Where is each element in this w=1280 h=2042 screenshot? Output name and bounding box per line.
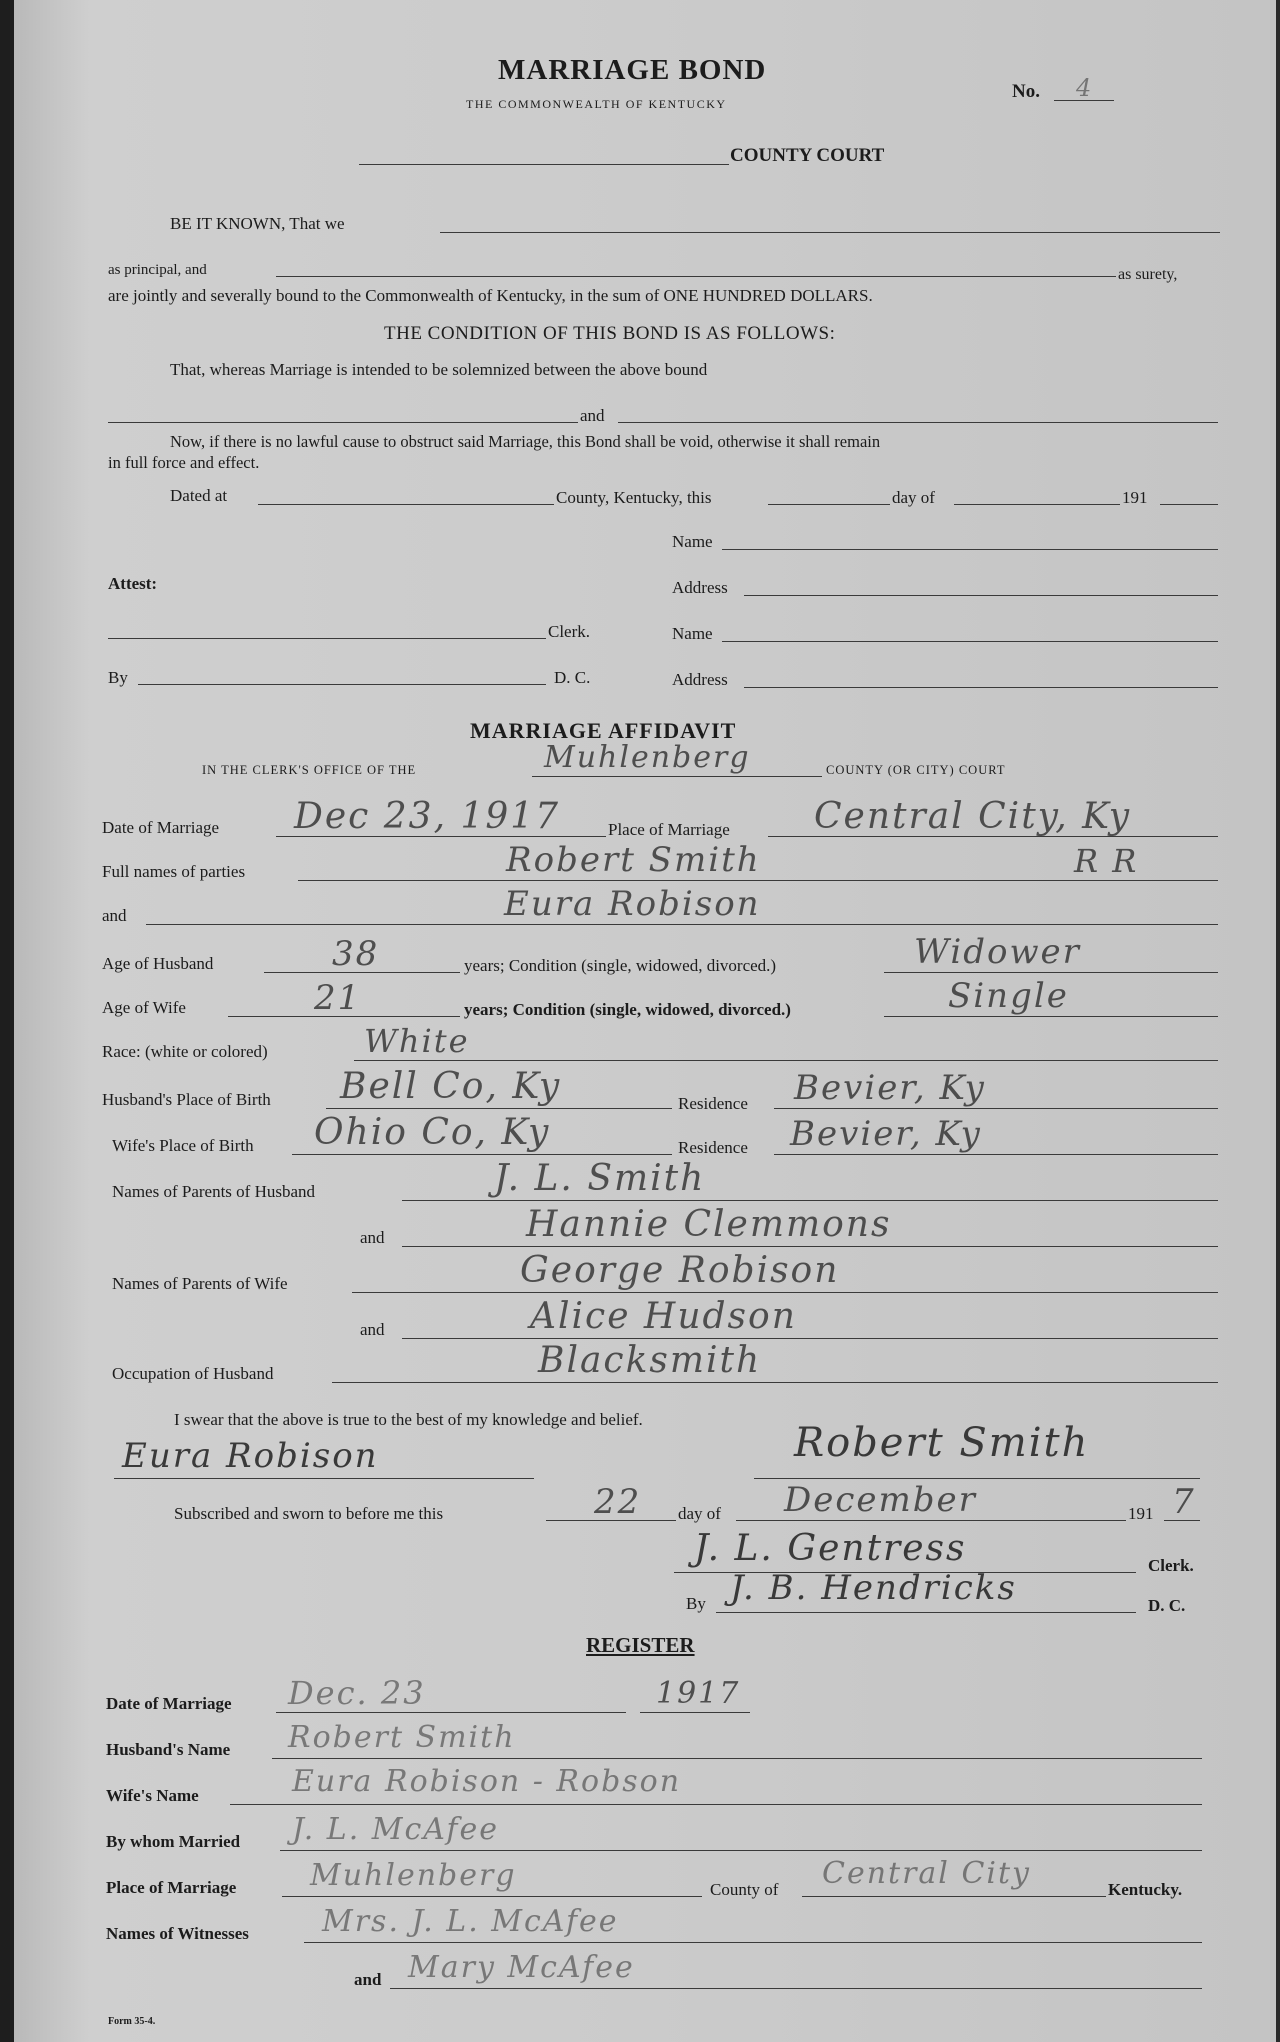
surety-address-2-label: Address	[672, 670, 728, 689]
sworn-year-prefix: 191	[1128, 1504, 1154, 1523]
party-2-value: Eura Robison	[504, 884, 761, 924]
full-names-label: Full names of parties	[102, 862, 246, 881]
register-wife-value: Eura Robison - Robson	[292, 1764, 682, 1799]
race-value: White	[364, 1022, 470, 1060]
wife-father-line	[352, 1292, 1218, 1293]
husband-parents-and-label: and	[360, 1228, 385, 1247]
sworn-year-suffix: 7	[1172, 1482, 1196, 1522]
surety-name-2-line	[722, 641, 1218, 642]
attest-label: Attest:	[108, 574, 158, 593]
bound-party-2-line	[618, 422, 1218, 423]
form-number: Form 35-4.	[108, 2016, 156, 2027]
wife-mother-line	[402, 1338, 1218, 1339]
sworn-month-value: December	[784, 1480, 977, 1520]
and-parties-label: and	[102, 906, 127, 925]
wife-birth-value: Ohio Co, Ky	[314, 1112, 551, 1153]
bond-day-of-label: day of	[892, 488, 935, 507]
register-county-of-line	[802, 1896, 1106, 1897]
register-husband-line	[272, 1758, 1202, 1759]
witness-2-value: Mary McAfee	[408, 1950, 635, 1985]
county-court-label: COUNTY COURT	[730, 145, 885, 166]
parents-wife-label: Names of Parents of Wife	[112, 1274, 288, 1293]
wife-signature: Eura Robison	[122, 1436, 379, 1476]
party-1-value: Robert Smith	[506, 840, 761, 880]
occupation-line	[332, 1382, 1218, 1383]
bond-number-label: No.	[1012, 81, 1040, 102]
husband-father-line	[402, 1200, 1218, 1201]
husband-condition-line	[884, 972, 1218, 973]
party-1-mark: R R	[1074, 842, 1139, 880]
bond-day-line	[768, 504, 890, 505]
date-of-marriage-label: Date of Marriage	[102, 818, 220, 837]
wife-residence-value: Bevier, Ky	[790, 1114, 982, 1154]
office-suffix: COUNTY (OR CITY) COURT	[826, 763, 1006, 777]
jointly-bound-text: are jointly and severally bound to the Commonwealth of Kentucky, in the sum of ONE HUNDRED DOLLARS.	[108, 286, 873, 305]
register-place-line	[282, 1896, 702, 1897]
race-line	[354, 1060, 1218, 1061]
dc-signature: J. B. Hendricks	[730, 1568, 1017, 1608]
office-county-line	[532, 776, 822, 777]
husband-residence-line	[774, 1108, 1218, 1109]
register-place-value: Muhlenberg	[310, 1858, 517, 1893]
party-2-line	[146, 924, 1218, 925]
wife-years-condition-text: years; Condition (single, widowed, divorced.)	[464, 1000, 791, 1019]
affidavit-title: MARRIAGE AFFIDAVIT	[470, 718, 737, 743]
register-husband-value: Robert Smith	[288, 1720, 516, 1755]
husband-years-condition-text: years; Condition (single, widowed, divorced.)	[464, 956, 777, 975]
marriage-bond-document	[14, 0, 1276, 2042]
husband-residence-label: Residence	[678, 1094, 748, 1113]
dc-by-label: By	[686, 1594, 706, 1613]
subscribed-text: Subscribed and sworn to before me this	[174, 1504, 444, 1523]
bond-title: MARRIAGE BOND	[498, 54, 767, 86]
husband-father-value: J. L. Smith	[494, 1158, 706, 1199]
bound-party-1-line	[108, 422, 578, 423]
register-wife-label: Wife's Name	[106, 1786, 199, 1805]
dated-at-label: Dated at	[170, 486, 228, 505]
register-place-label: Place of Marriage	[106, 1878, 237, 1897]
register-by-whom-line	[280, 1850, 1202, 1851]
office-prefix: IN THE CLERK'S OFFICE OF THE	[202, 763, 417, 777]
attest-dc-label: D. C.	[554, 668, 591, 687]
register-date-label: Date of Marriage	[106, 1694, 232, 1713]
principal-and-text: as principal, and	[108, 262, 207, 278]
surety-name-2-label: Name	[672, 624, 713, 643]
bound-and-text: and	[580, 406, 605, 425]
age-wife-label: Age of Wife	[102, 998, 186, 1017]
register-date-value: Dec. 23	[288, 1674, 426, 1712]
wife-birth-label: Wife's Place of Birth	[112, 1136, 254, 1155]
now-if-text-2: in full force and effect.	[108, 453, 260, 472]
wife-condition-value: Single	[948, 976, 1069, 1016]
page-binding-edge	[0, 0, 14, 2042]
age-husband-value: 38	[332, 934, 380, 974]
register-date-line	[276, 1712, 626, 1713]
wife-mother-value: Alice Hudson	[530, 1296, 797, 1337]
attest-by-line	[138, 684, 546, 685]
witness-2-line	[390, 1988, 1202, 1989]
bond-subtitle: THE COMMONWEALTH OF KENTUCKY	[466, 97, 727, 111]
sworn-day-of-label: day of	[678, 1504, 721, 1523]
surety-name-1-line	[722, 549, 1218, 550]
register-year-line	[640, 1712, 750, 1713]
witness-1-value: Mrs. J. L. McAfee	[322, 1904, 619, 1939]
race-label: Race: (white or colored)	[102, 1042, 268, 1061]
that-whereas-text: That, whereas Marriage is intended to be solemnized between the above bound	[170, 360, 708, 379]
as-surety-text: as surety,	[1118, 266, 1178, 283]
place-of-marriage-value: Central City, Ky	[814, 796, 1132, 837]
surety-address-1-label: Address	[672, 578, 728, 597]
dc-label: D. C.	[1148, 1596, 1186, 1615]
parents-husband-label: Names of Parents of Husband	[112, 1182, 316, 1201]
register-by-whom-label: By whom Married	[106, 1832, 241, 1851]
attest-clerk-line	[108, 638, 546, 639]
register-year-value: 1917	[656, 1676, 741, 1711]
surety-address-2-line	[744, 687, 1218, 688]
occupation-label: Occupation of Husband	[112, 1364, 274, 1383]
attest-by-label: By	[108, 668, 128, 687]
age-husband-label: Age of Husband	[102, 954, 214, 973]
surety-name-1-label: Name	[672, 532, 713, 551]
wife-condition-line	[884, 1016, 1218, 1017]
register-title: REGISTER	[586, 1633, 695, 1657]
wife-birth-line	[292, 1154, 672, 1155]
register-witnesses-label: Names of Witnesses	[106, 1924, 249, 1943]
now-if-text-1: Now, if there is no lawful cause to obstruct said Marriage, this Bond shall be void, otherwise it shall remain	[170, 432, 881, 451]
bond-number-value: 4	[1076, 74, 1094, 102]
husband-residence-value: Bevier, Ky	[794, 1068, 986, 1108]
wife-residence-label: Residence	[678, 1138, 748, 1157]
swear-text: I swear that the above is true to the best of my knowledge and belief.	[174, 1410, 643, 1429]
register-wife-line	[230, 1804, 1202, 1805]
bond-month-line	[954, 504, 1120, 505]
clerk-signature: J. L. Gentress	[694, 1528, 967, 1569]
husband-condition-value: Widower	[914, 932, 1081, 972]
place-of-marriage-label: Place of Marriage	[608, 820, 730, 839]
principal-names-line	[440, 232, 1220, 233]
register-husband-label: Husband's Name	[106, 1740, 231, 1759]
wife-residence-line	[774, 1154, 1218, 1155]
register-kentucky-label: Kentucky.	[1108, 1880, 1183, 1899]
clerk-label: Clerk.	[1148, 1556, 1194, 1575]
husband-signature-line	[754, 1478, 1200, 1479]
county-court-line	[359, 164, 729, 165]
husband-birth-value: Bell Co, Ky	[340, 1066, 562, 1107]
register-county-of-label: County of	[710, 1880, 779, 1899]
husband-mother-line	[402, 1246, 1218, 1247]
bond-year-line	[1160, 504, 1218, 505]
office-county-value: Muhlenberg	[544, 740, 751, 775]
occupation-value: Blacksmith	[538, 1340, 762, 1381]
date-of-marriage-value: Dec 23, 1917	[294, 796, 561, 837]
witness-1-line	[304, 1942, 1202, 1943]
condition-heading: THE CONDITION OF THIS BOND IS AS FOLLOWS:	[384, 323, 836, 344]
wife-signature-line	[114, 1478, 534, 1479]
surety-line	[276, 276, 1116, 277]
register-witnesses-and-label: and	[354, 1970, 382, 1989]
attest-clerk-label: Clerk.	[548, 622, 591, 641]
party-1-line	[298, 880, 1218, 881]
be-it-known-text: BE IT KNOWN, That we	[170, 214, 345, 233]
wife-parents-and-label: and	[360, 1320, 385, 1339]
husband-signature: Robert Smith	[794, 1420, 1090, 1466]
wife-father-value: George Robison	[520, 1250, 840, 1291]
register-county-of-value: Central City	[822, 1856, 1031, 1891]
dc-signature-line	[716, 1612, 1136, 1613]
surety-address-1-line	[744, 595, 1218, 596]
sworn-day-value: 22	[594, 1482, 642, 1522]
dated-at-line	[258, 504, 554, 505]
register-by-whom-value: J. L. McAfee	[292, 1812, 500, 1847]
husband-birth-label: Husband's Place of Birth	[102, 1090, 271, 1109]
sworn-month-line	[736, 1520, 1126, 1521]
age-wife-value: 21	[314, 978, 362, 1018]
bond-year-prefix: 191	[1122, 488, 1148, 507]
husband-birth-line	[326, 1108, 672, 1109]
county-kentucky-this-text: County, Kentucky, this	[556, 488, 712, 507]
husband-mother-value: Hannie Clemmons	[526, 1204, 892, 1245]
